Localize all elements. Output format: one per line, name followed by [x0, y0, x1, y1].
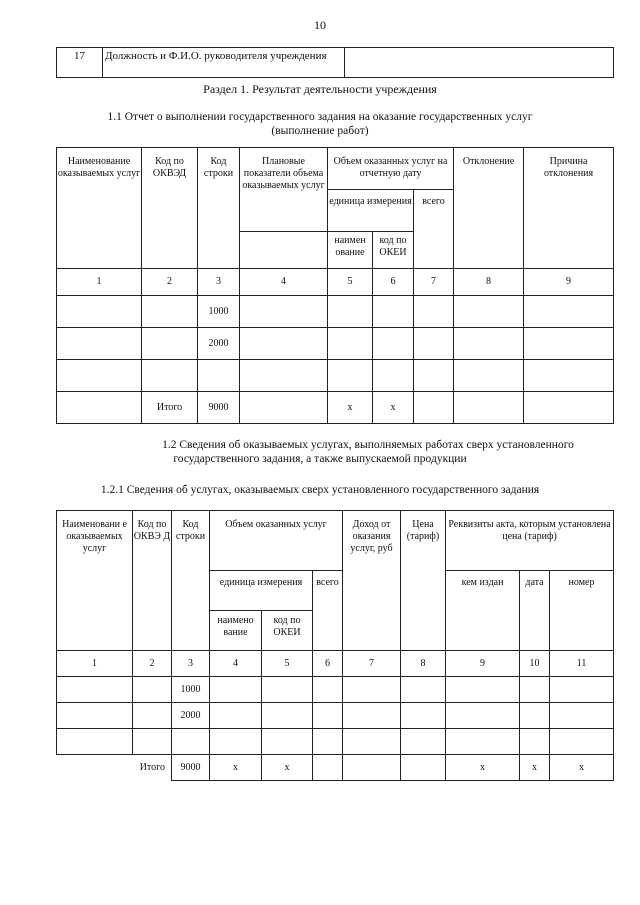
h-reason: Причина отклонения [524, 148, 614, 269]
cell[interactable] [240, 392, 328, 424]
row-code [172, 729, 210, 755]
h-unit-name: наимен ование [328, 232, 373, 269]
row-code [198, 360, 240, 392]
cell[interactable] [210, 703, 262, 729]
table-row [57, 703, 614, 729]
h-plan-sub [240, 232, 328, 269]
col-num: 6 [313, 651, 343, 677]
h-plan: Плановые показатели объема оказываемых услуг [240, 148, 328, 232]
cell[interactable] [262, 677, 313, 703]
cell[interactable] [313, 729, 343, 755]
h2-issuer: кем издан [446, 571, 520, 651]
cell[interactable] [524, 296, 614, 328]
cell[interactable] [328, 360, 373, 392]
cell[interactable] [401, 729, 446, 755]
cell[interactable] [133, 729, 172, 755]
cell[interactable] [133, 677, 172, 703]
h-unit: единица измерения [328, 190, 414, 232]
cell[interactable] [373, 360, 414, 392]
col-num: 1 [57, 651, 133, 677]
cell[interactable] [520, 677, 550, 703]
col-num: 8 [401, 651, 446, 677]
cell[interactable] [210, 677, 262, 703]
t2-subtitle: 1.2.1 Сведения об услугах, оказываемых сверх установленного государственного задания [100, 484, 540, 496]
cell[interactable] [401, 755, 446, 781]
row-code: 1000 [198, 296, 240, 328]
row-code: 2000 [198, 328, 240, 360]
h2-unit: единица измерения [210, 571, 313, 611]
cell[interactable] [524, 360, 614, 392]
manager-table [56, 47, 614, 78]
h2-price: Цена (тариф) [401, 511, 446, 651]
h-deviation: Отклонение [454, 148, 524, 269]
h2-act: Реквизиты акта, которым установлена цена (тариф) [446, 511, 614, 571]
extra-services-table [56, 510, 614, 781]
h2-total: всего [313, 571, 343, 651]
col-num: 10 [520, 651, 550, 677]
col-num: 3 [172, 651, 210, 677]
col-num: 2 [133, 651, 172, 677]
cell[interactable] [240, 296, 328, 328]
h-name: Наименование оказываемых услуг [57, 148, 142, 269]
cell[interactable] [328, 328, 373, 360]
cell[interactable] [454, 296, 524, 328]
cell[interactable] [210, 729, 262, 755]
table-row [57, 729, 614, 755]
h-volume: Объем оказанных услуг на отчетную дату [328, 148, 454, 190]
h2-name: Наименовани е оказываемых услуг [57, 511, 133, 651]
cell[interactable] [550, 729, 614, 755]
h2-okei: код по ОКЕИ [262, 611, 313, 651]
cell[interactable] [373, 296, 414, 328]
cell[interactable] [262, 703, 313, 729]
cell[interactable] [446, 677, 520, 703]
col-num: 7 [414, 269, 454, 296]
cell[interactable] [328, 296, 373, 328]
table-row [57, 677, 614, 703]
page-number: 10 [314, 18, 326, 32]
cell[interactable] [414, 296, 454, 328]
h-total: всего [414, 190, 454, 269]
col-num: 9 [446, 651, 520, 677]
total-x: х [328, 392, 373, 424]
total-x: х [210, 755, 262, 781]
cell[interactable] [57, 328, 142, 360]
total-row [57, 755, 614, 781]
col-num: 4 [210, 651, 262, 677]
col-num: 8 [454, 269, 524, 296]
cell[interactable] [240, 360, 328, 392]
total-x: х [520, 755, 550, 781]
total-row [57, 392, 614, 424]
row-number: 17 [57, 48, 103, 78]
cell[interactable] [57, 677, 133, 703]
total-code: 9000 [172, 755, 210, 781]
cell[interactable] [520, 729, 550, 755]
col-num: 11 [550, 651, 614, 677]
cell[interactable] [454, 392, 524, 424]
cell[interactable] [57, 296, 142, 328]
cell[interactable] [343, 729, 401, 755]
cell[interactable] [57, 360, 142, 392]
h2-okved: Код по ОКВЭ Д [133, 511, 172, 651]
col-num: 5 [262, 651, 313, 677]
cell[interactable] [454, 328, 524, 360]
row-code: 2000 [172, 703, 210, 729]
h2-volume: Объем оказанных услуг [210, 511, 343, 571]
cell[interactable] [343, 703, 401, 729]
total-x: х [550, 755, 614, 781]
cell[interactable] [520, 703, 550, 729]
total-code: 9000 [198, 392, 240, 424]
cell[interactable] [401, 703, 446, 729]
cell[interactable] [343, 677, 401, 703]
col-num: 6 [373, 269, 414, 296]
cell[interactable] [240, 328, 328, 360]
h-okei: код по ОКЕИ [373, 232, 414, 269]
row-code: 1000 [172, 677, 210, 703]
table-row [57, 328, 614, 360]
cell[interactable] [313, 755, 343, 781]
cell[interactable] [550, 677, 614, 703]
manager-label: Должность и Ф.И.О. руководителя учреждения [103, 48, 345, 78]
cell[interactable] [313, 703, 343, 729]
t1-title-line1: 1.1 Отчет о выполнении государственного задания на оказание государственных услуг [107, 111, 533, 123]
total-x: х [262, 755, 313, 781]
cell[interactable] [57, 729, 133, 755]
h-code: Код строки [198, 148, 240, 269]
col-num: 1 [57, 269, 142, 296]
t2-title-line2: государственного задания, а также выпускаемой продукции [173, 453, 467, 465]
t1-title-line2: (выполнение работ) [271, 125, 369, 137]
col-num: 5 [328, 269, 373, 296]
cell[interactable] [446, 729, 520, 755]
cell[interactable] [414, 328, 454, 360]
cell[interactable] [313, 677, 343, 703]
total-x: х [373, 392, 414, 424]
col-num: 3 [198, 269, 240, 296]
t2-title-line1: 1.2 Сведения об оказываемых услугах, выполняемых работах сверх установленного [162, 439, 574, 451]
cell[interactable] [401, 677, 446, 703]
cell[interactable] [133, 703, 172, 729]
table-row [57, 296, 614, 328]
report-table [56, 147, 614, 424]
h2-unit-name: наимено вание [210, 611, 262, 651]
h2-income: Доход от оказания услуг, руб [343, 511, 401, 651]
cell[interactable] [524, 392, 614, 424]
cell[interactable] [142, 296, 198, 328]
h2-code: Код строки [172, 511, 210, 651]
h-okved: Код по ОКВЭД [142, 148, 198, 269]
cell[interactable] [524, 328, 614, 360]
cell[interactable] [57, 703, 133, 729]
total-x: х [446, 755, 520, 781]
cell[interactable] [343, 755, 401, 781]
total-label: Итого [142, 392, 198, 424]
manager-value[interactable] [345, 48, 614, 78]
col-num: 9 [524, 269, 614, 296]
cell[interactable] [262, 729, 313, 755]
cell[interactable] [414, 360, 454, 392]
cell [57, 392, 142, 424]
cell[interactable] [414, 392, 454, 424]
section-title: Раздел 1. Результат деятельности учреждения [203, 82, 437, 96]
col-num: 7 [343, 651, 401, 677]
col-num: 4 [240, 269, 328, 296]
cell[interactable] [454, 360, 524, 392]
cell[interactable] [446, 703, 520, 729]
cell[interactable] [142, 328, 198, 360]
cell[interactable] [550, 703, 614, 729]
h2-number: номер [550, 571, 614, 651]
cell[interactable] [373, 328, 414, 360]
total-label: Итого [57, 755, 172, 781]
table-row [57, 360, 614, 392]
h2-date: дата [520, 571, 550, 651]
cell[interactable] [142, 360, 198, 392]
col-num: 2 [142, 269, 198, 296]
